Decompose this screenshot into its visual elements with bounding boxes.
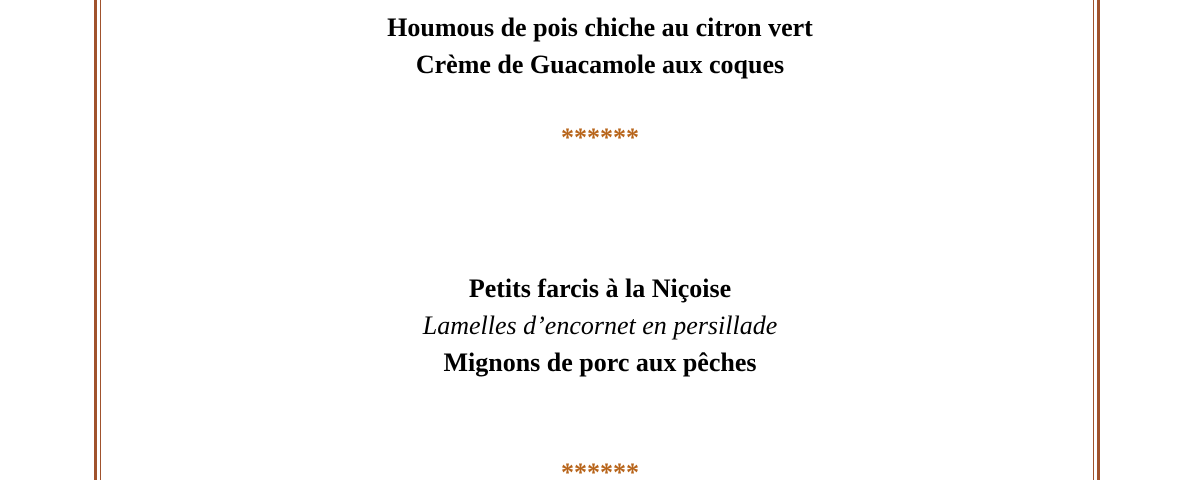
menu-item-encornet: Lamelles d’encornet en persillade bbox=[422, 311, 778, 340]
menu-item-houmous: Houmous de pois chiche au citron vert bbox=[387, 13, 813, 42]
menu-item-guacamole: Crème de Guacamole aux coques bbox=[415, 50, 785, 79]
separator-stars-2: ****** bbox=[561, 458, 639, 480]
separator-stars-1: ****** bbox=[561, 123, 639, 152]
menu-item-mignons-porc: Mignons de porc aux pêches bbox=[443, 348, 757, 377]
menu-item-petits-farcis: Petits farcis à la Niçoise bbox=[468, 274, 732, 303]
